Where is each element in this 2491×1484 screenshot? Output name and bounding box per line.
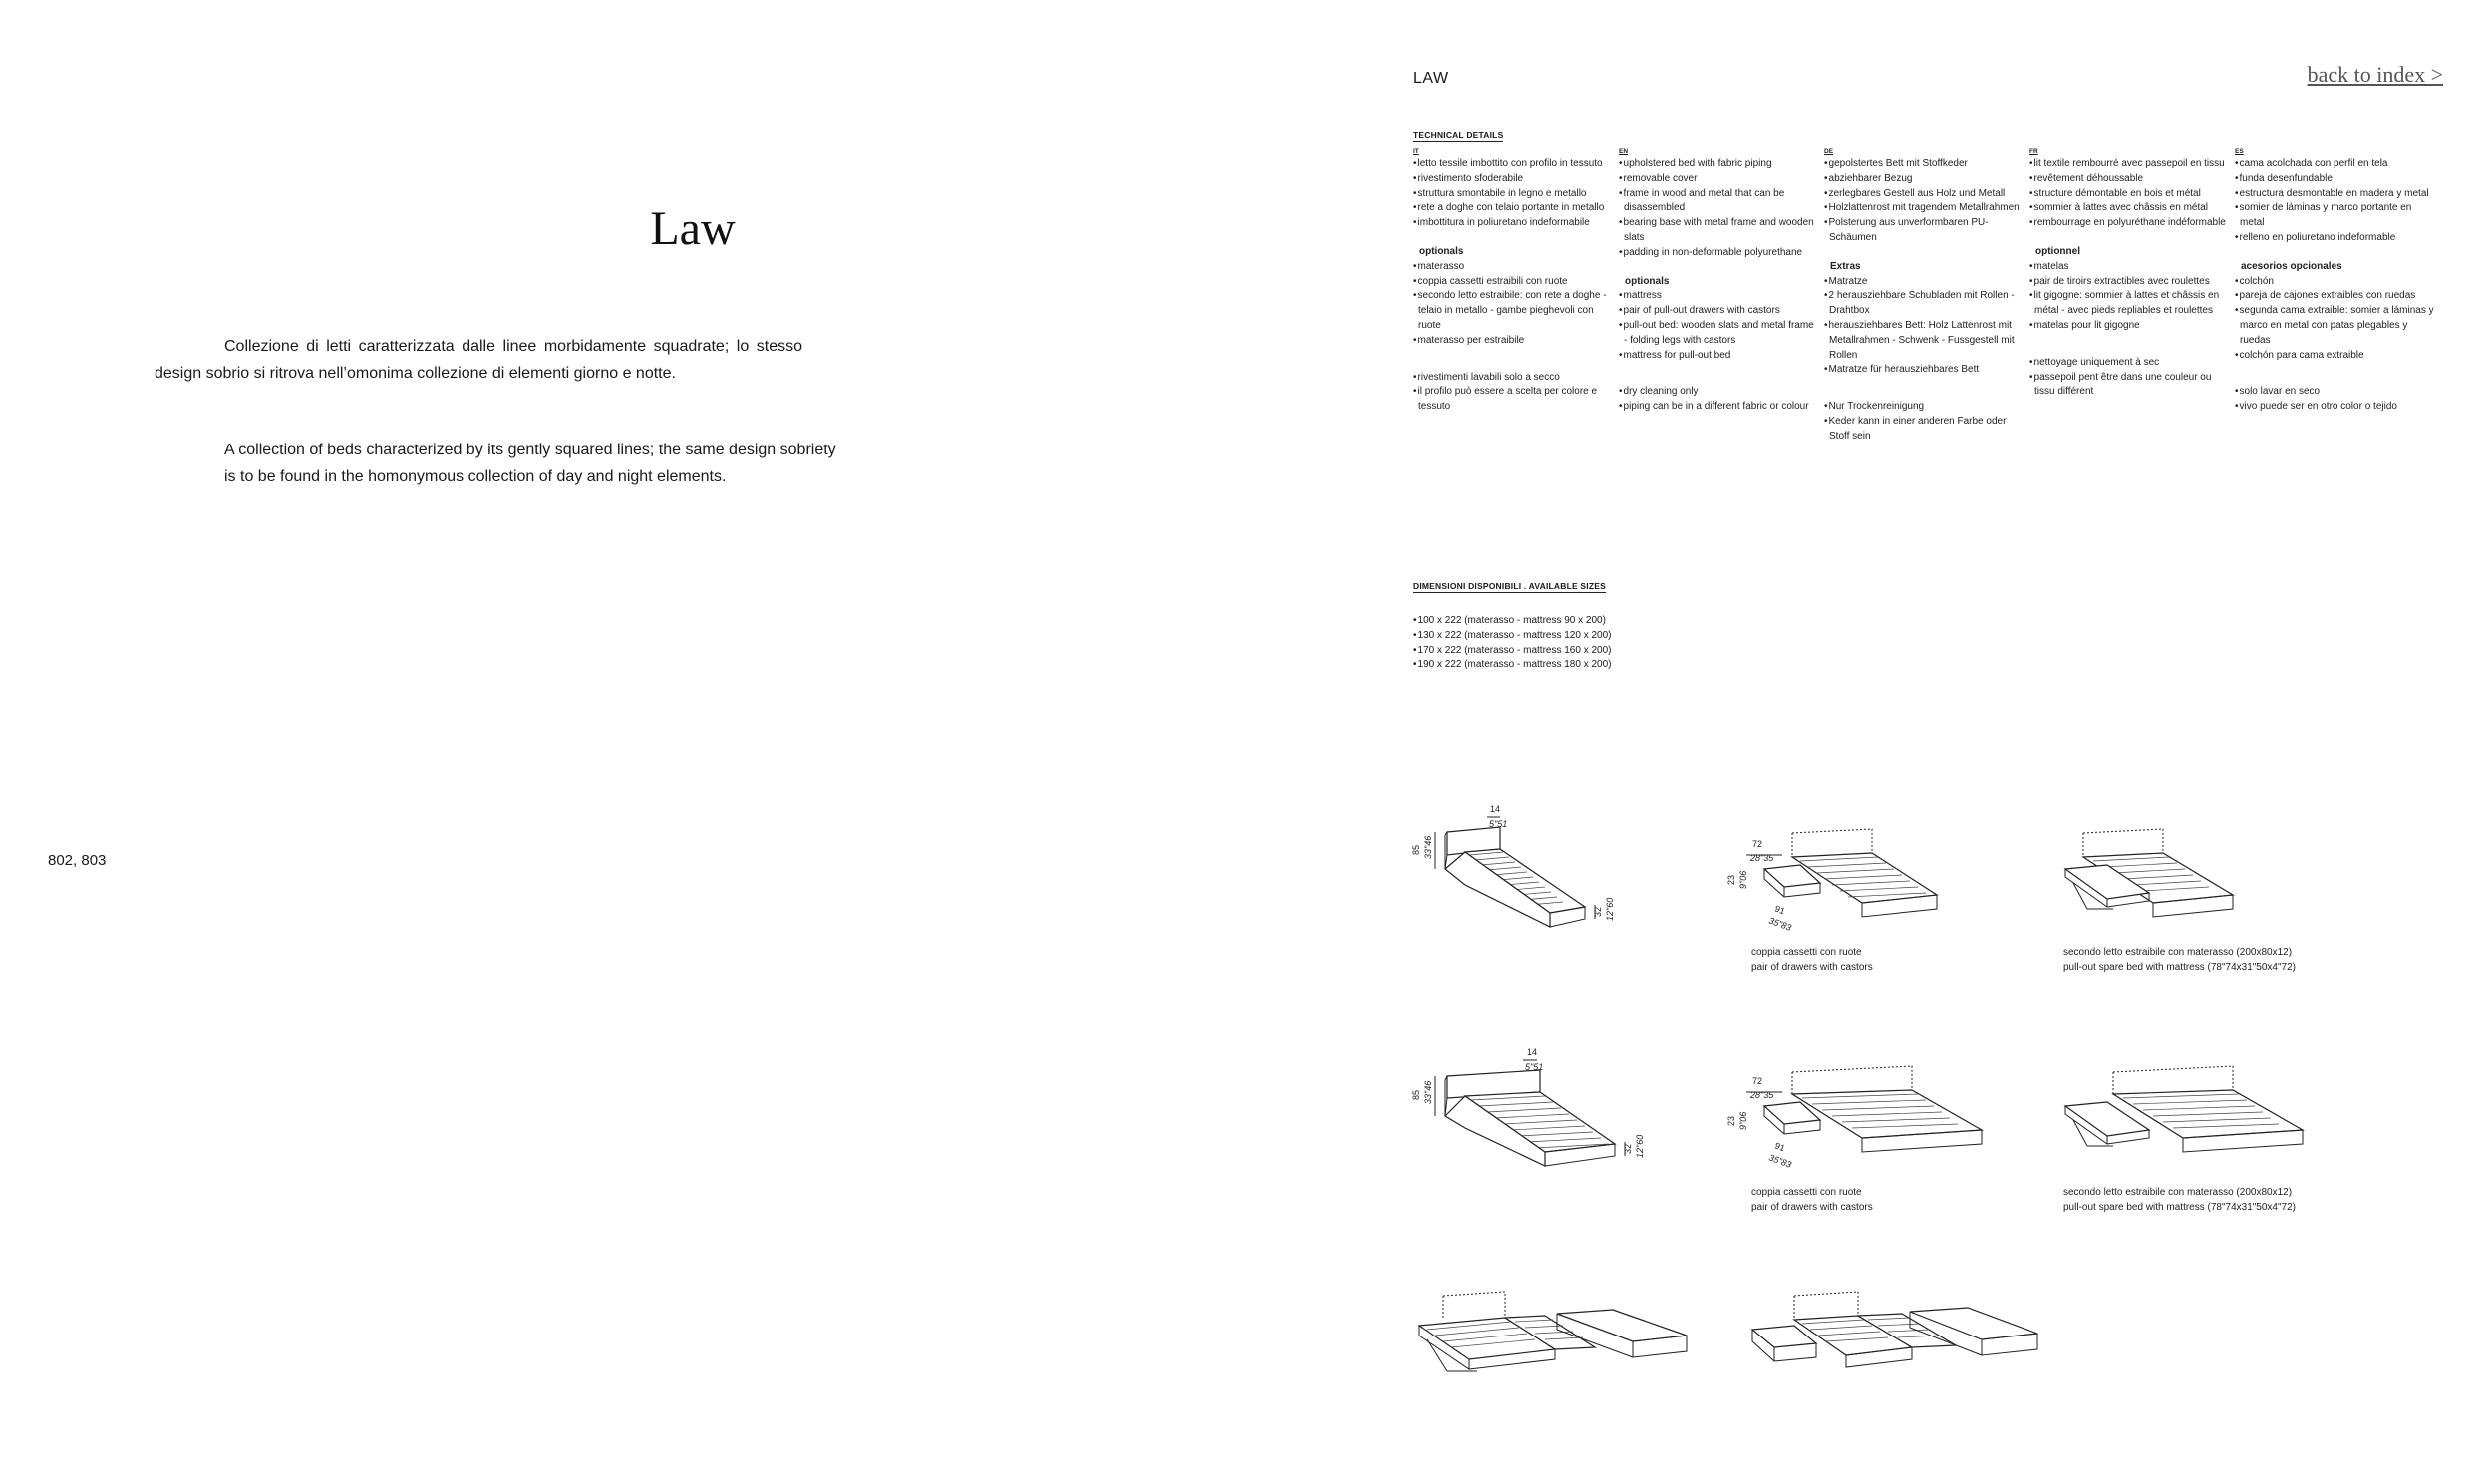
- language-label: DE: [1824, 148, 1834, 155]
- list-item: • upholstered bed with fabric piping: [1619, 157, 1818, 172]
- svg-text:5"51: 5"51: [1489, 819, 1508, 829]
- list-item: • solo lavar en seco: [2235, 385, 2434, 400]
- svg-text:91: 91: [1773, 903, 1787, 917]
- list-item: • pair of pull-out drawers with castors: [1619, 304, 1818, 319]
- product-codes: 802, 803: [48, 852, 107, 869]
- list-item: • Polsterung aus unverformbaren PU-Schäumen: [1824, 216, 2024, 246]
- list-item: • pareja de cajones extraibles con ruedas: [2235, 289, 2434, 304]
- svg-text:23: 23: [1726, 1115, 1736, 1126]
- list-item: • matelas pour lit gigogne: [2029, 319, 2229, 334]
- caption-pullout-1: secondo letto estraibile con materasso (200x80x12) pull-out spare bed with mattress (78"74x31"50x4"72): [2063, 947, 2296, 973]
- svg-text:5"51: 5"51: [1525, 1062, 1544, 1072]
- svg-text:33"46: 33"46: [1423, 835, 1433, 859]
- svg-text:32: 32: [1623, 1143, 1633, 1154]
- language-label: IT: [1413, 148, 1419, 155]
- size-item: • 170 x 222 (materasso - mattress 160 x 200): [1413, 644, 1612, 659]
- list-item: • vivo puede ser en otro color o tejido: [2235, 400, 2434, 415]
- list-item: • somier de láminas y marco portante en metal: [2235, 201, 2434, 231]
- optionals-label: acesorios opcionales: [2241, 260, 2342, 272]
- intro-italian: Collezione di letti caratterizzata dalle linee morbidamente squadrate; lo stesso design sobrio si ritrova nell’omonima collezione di elementi giorno e notte.: [155, 338, 802, 382]
- svg-text:72: 72: [1752, 839, 1763, 849]
- list-item: • rivestimenti lavabili solo a secco: [1413, 371, 1613, 386]
- svg-text:32: 32: [1593, 906, 1603, 917]
- list-item: • structure démontable en bois et métal: [2029, 187, 2229, 202]
- back-to-index-link[interactable]: back to index >: [2307, 62, 2443, 87]
- language-label: EN: [1619, 148, 1629, 155]
- list-item: • letto tessile imbottito con profilo in tessuto: [1413, 157, 1613, 172]
- caption-drawers-2: coppia cassetti con ruote pair of drawers with castors: [1751, 1187, 1873, 1213]
- tech-column-de: [1824, 148, 2029, 445]
- drawers-pullout-extended-drawing: [1742, 1286, 2041, 1405]
- double-bed-drawing: [1405, 1037, 1685, 1176]
- list-item: • bearing base with metal frame and wooden slats: [1619, 216, 1818, 246]
- svg-text:12"60: 12"60: [1605, 897, 1615, 921]
- tech-column-it: [1413, 148, 1619, 445]
- list-item: • passepoil pent être dans une couleur ou tissu différent: [2029, 371, 2229, 401]
- list-item: • abziehbarer Bezug: [1824, 172, 2024, 187]
- list-item: • matelas: [2029, 260, 2229, 275]
- list-item: • struttura smontabile in legno e metallo: [1413, 187, 1613, 202]
- svg-text:35"83: 35"83: [1767, 915, 1793, 933]
- technical-details-heading: TECHNICAL DETAILS: [1413, 130, 1504, 140]
- svg-text:72: 72: [1752, 1076, 1763, 1086]
- list-item: • Keder kann in einer anderen Farbe oder Stoff sein: [1824, 415, 2024, 445]
- list-item: • cama acolchada con perfil en tela: [2235, 157, 2434, 172]
- sizes-heading: DIMENSIONI DISPONIBILI . AVAILABLE SIZES: [1413, 581, 1606, 591]
- optionals-label: optionnel: [2035, 245, 2080, 257]
- list-item: • il profilo può essere a scelta per colore e tessuto: [1413, 385, 1613, 415]
- list-item: • 2 herausziehbare Schubladen mit Rollen - Drahtbox: [1824, 289, 2024, 319]
- svg-text:35"83: 35"83: [1767, 1152, 1793, 1170]
- list-item: • lit gigogne: sommier à lattes et châssis en métal - avec pieds repliables et roulettes: [2029, 289, 2229, 319]
- list-item: • mattress: [1619, 289, 1818, 304]
- double-bed-drawers-drawing: [1713, 1064, 2012, 1174]
- list-item: • Holzlattenrost mit tragendem Metallrahmen: [1824, 201, 2024, 216]
- list-item: • rembourrage en polyuréthane indéformable: [2029, 216, 2229, 231]
- svg-text:85: 85: [1411, 1089, 1421, 1100]
- care-list: [1619, 385, 1824, 415]
- list-item: • estructura desmontable en madera y metal: [2235, 187, 2434, 202]
- double-bed-pullout-drawing: [2053, 1064, 2313, 1174]
- tech-column-es: [2235, 148, 2440, 445]
- svg-text:23: 23: [1726, 874, 1736, 885]
- list-item: • coppia cassetti estraibili con ruote: [1413, 275, 1613, 290]
- size-item: • 190 x 222 (materasso - mattress 180 x 200): [1413, 658, 1612, 673]
- svg-text:28"35: 28"35: [1750, 1090, 1774, 1100]
- care-list: [2029, 356, 2235, 400]
- svg-text:33"46: 33"46: [1423, 1080, 1433, 1104]
- svg-text:28"35: 28"35: [1750, 853, 1774, 863]
- care-list: [1824, 400, 2029, 444]
- intro-english: A collection of beds characterized by its gently squared lines; the same design sobriety is to be found in the homonymous collection of day and night elements.: [224, 442, 836, 485]
- size-item: • 130 x 222 (materasso - mattress 120 x 200): [1413, 629, 1612, 644]
- list-item: • herausziehbares Bett: Holz Lattenrost mit Metallrahmen - Schwenk - Fussgestell mit Rollen: [1824, 319, 2024, 363]
- list-item: • pair de tiroirs extractibles avec roulettes: [2029, 275, 2229, 290]
- tech-column-fr: [2029, 148, 2235, 445]
- list-item: • piping can be in a different fabric or colour: [1619, 400, 1818, 415]
- language-label: ES: [2235, 148, 2244, 155]
- list-item: • sommier à lattes avec châssis en métal: [2029, 201, 2229, 216]
- svg-text:9"06: 9"06: [1738, 1111, 1748, 1130]
- sizes-list: [1413, 614, 1612, 673]
- list-item: • nettoyage uniquement à sec: [2029, 356, 2229, 371]
- list-item: • colchón: [2235, 275, 2434, 290]
- svg-text:9"06: 9"06: [1738, 870, 1748, 889]
- list-item: • Matratze: [1824, 275, 2024, 290]
- list-item: • materasso per estraibile: [1413, 334, 1613, 349]
- list-item: • imbottitura in poliuretano indeformabile: [1413, 216, 1613, 231]
- list-item: • Matratze für herausziehbares Bett: [1824, 363, 2024, 378]
- list-item: • frame in wood and metal that can be disassembled: [1619, 187, 1818, 217]
- care-list: [2235, 385, 2440, 415]
- svg-text:85: 85: [1411, 844, 1421, 855]
- list-item: • lit textile rembourré avec passepoil en tissu: [2029, 157, 2229, 172]
- list-item: • dry cleaning only: [1619, 385, 1818, 400]
- list-item: • mattress for pull-out bed: [1619, 349, 1818, 364]
- list-item: • rivestimento sfoderabile: [1413, 172, 1613, 187]
- tech-column-en: [1619, 148, 1824, 445]
- technical-details-grid: [1413, 148, 2440, 445]
- caption-drawers-1: coppia cassetti con ruote pair of drawers with castors: [1751, 947, 1873, 973]
- list-item: • zerlegbares Gestell aus Holz und Metall: [1824, 187, 2024, 202]
- optionals-label: Extras: [1830, 260, 1861, 272]
- caption-pullout-2: secondo letto estraibile con materasso (200x80x12) pull-out spare bed with mattress (78"74x31"50x4"72): [2063, 1187, 2296, 1213]
- page-title: Law: [650, 202, 736, 255]
- list-item: • materasso: [1413, 260, 1613, 275]
- collection-name: LAW: [1413, 70, 1449, 87]
- care-list: [1413, 371, 1619, 415]
- list-item: • pull-out bed: wooden slats and metal frame - folding legs with castors: [1619, 319, 1818, 349]
- svg-text:12"60: 12"60: [1635, 1134, 1645, 1158]
- list-item: • Nur Trockenreinigung: [1824, 400, 2024, 415]
- svg-text:14: 14: [1527, 1047, 1538, 1057]
- size-item: • 100 x 222 (materasso - mattress 90 x 200): [1413, 614, 1612, 629]
- list-item: • colchón para cama extraible: [2235, 349, 2434, 364]
- list-item: • removable cover: [1619, 172, 1818, 187]
- list-item: • gepolstertes Bett mit Stoffkeder: [1824, 157, 2024, 172]
- list-item: • funda desenfundable: [2235, 172, 2434, 187]
- single-bed-pullout-drawing: [2053, 827, 2293, 937]
- single-bed-shape: [1445, 827, 1585, 927]
- svg-text:91: 91: [1773, 1140, 1787, 1154]
- single-bed-drawers-drawing: [1713, 827, 1972, 937]
- list-item: • segunda cama extraible: somier a láminas y marco en metal con patas plegables y ruedas: [2235, 304, 2434, 348]
- single-bed-drawing: [1405, 797, 1665, 937]
- optionals-label: optionals: [1625, 275, 1670, 287]
- language-label: FR: [2029, 148, 2038, 155]
- svg-text:14: 14: [1490, 804, 1501, 814]
- optionals-label: optionals: [1419, 245, 1464, 257]
- list-item: • relleno en poliuretano indeformable: [2235, 231, 2434, 246]
- list-item: • secondo letto estraibile: con rete a doghe - telaio in metallo - gambe pieghevoli con ruote: [1413, 289, 1613, 333]
- list-item: • padding in non-deformable polyurethane: [1619, 246, 1818, 261]
- list-item: • revêtement déhoussable: [2029, 172, 2229, 187]
- pullout-extended-drawing: [1405, 1286, 1695, 1405]
- list-item: • rete a doghe con telaio portante in metallo: [1413, 201, 1613, 216]
